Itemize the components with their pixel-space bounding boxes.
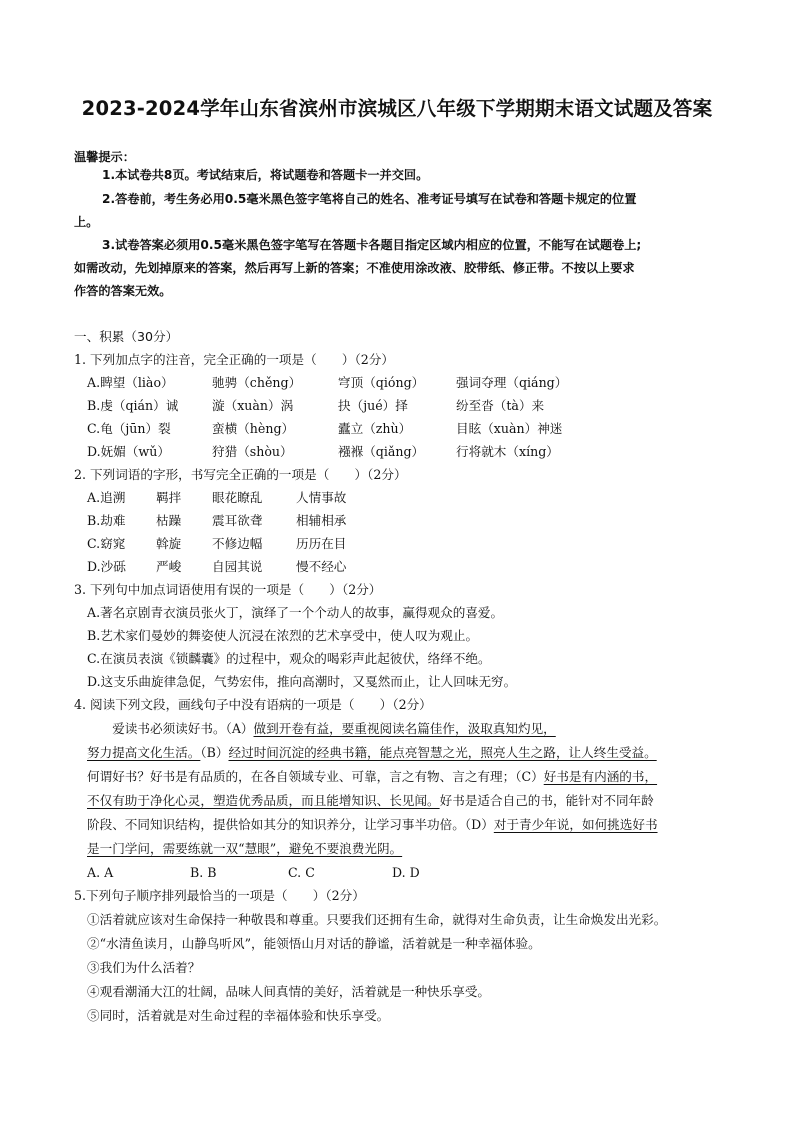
q2-option: 羁拌 [156, 490, 182, 505]
q2-option: 相辅相承 [296, 513, 347, 528]
q4-option: C. C [288, 865, 315, 880]
question-stem: 1. 下列加点字的注音，完全正确的一项是（ ）（2分） [74, 352, 394, 367]
q2-option: A.追溯 [87, 490, 126, 505]
q2-option: 慢不经心 [296, 559, 347, 574]
q3-option: C.在演员表演《锁麟囊》的过程中，观众的喝彩声此起彼伏，络绎不绝。 [87, 651, 491, 666]
passage-text: （B） [200, 745, 229, 760]
passage-line [87, 792, 654, 810]
q4-option: A. A [87, 865, 114, 880]
passage-text: 阶段、不同知识结构，提供恰如其分的知识养分，让学习事半功倍。（D） [87, 817, 494, 832]
q4-option: B. B [190, 865, 217, 880]
underlined-sentence: 是一门学问，需要练就一双“慧眼”，避免不要浪费光阴。 [87, 841, 403, 856]
notice-item: 3.试卷答案必须用0.5毫米黑色签字笔写在答题卡各题目指定区域内相应的位置，不能写在试题卷上; [102, 238, 642, 252]
q1-option: 纷至沓（tà）来 [456, 398, 545, 413]
q1-option: 目眩（xuàn）神迷 [456, 421, 563, 436]
passage-line [87, 840, 402, 858]
q5-sentence: ②“水清鱼读月，山静鸟听风”，能领悟山月对话的静谧，活着就是一种幸福体验。 [87, 936, 541, 951]
q1-option: C.龟（jūn）裂 [87, 421, 171, 436]
q1-option: 狩猎（shòu） [212, 444, 293, 459]
q1-option: 蠹立（zhù） [338, 421, 412, 436]
q2-option: 震耳欲聋 [212, 513, 263, 528]
q1-option: 襁褓（qiǎng） [338, 444, 425, 459]
document-title: 2023-2024学年山东省滨州市滨城区八年级下学期期末语文试题及答案 [81, 97, 713, 120]
question-stem: 3. 下列句中加点词语使用有误的一项是（ ）（2分） [74, 582, 382, 597]
q5-sentence: ③我们为什么活着？ [87, 960, 201, 975]
q1-option: 漩（xuàn）涡 [212, 398, 294, 413]
q2-option: 严峻 [156, 559, 182, 574]
q5-sentence: ①活着就应该对生命保持一种敬畏和尊重。只要我们还拥有生命，就得对生命负责，让生命焕发出光彩。 [87, 912, 667, 927]
q2-option: 枯躁 [156, 513, 182, 528]
q1-option: 强词夺理（qiáng） [456, 375, 568, 390]
question-stem: 4. 阅读下列文段，画线句子中没有语病的一项是（ ）（2分） [74, 697, 432, 712]
passage-text: 何谓好书？好书是有品质的，在各自领域专业、可靠，言之有物、言之有理；（C） [87, 769, 544, 784]
notice-item: 2.答卷前，考生务必用0.5毫米黑色签字笔将自己的姓名、准考证号填写在试卷和答题卡规定的位置 [102, 192, 637, 206]
q4-option: D. D [392, 865, 420, 880]
q2-option: 自园其说 [212, 559, 263, 574]
passage-line [87, 744, 657, 762]
passage-line [87, 768, 657, 786]
q5-sentence: ⑤同时，活着就是对生命过程的幸福体验和快乐享受。 [87, 1008, 390, 1023]
q2-option: D.沙砾 [87, 559, 126, 574]
notice-item: 作答的答案无效。 [74, 284, 172, 298]
q1-option: 驰骋（chěng） [212, 375, 302, 390]
q2-option: 人情事故 [296, 490, 347, 505]
q3-option: D.这支乐曲旋律急促，气势宏伟，推向高潮时，又戛然而止，让人回味无穷。 [87, 674, 517, 689]
underlined-sentence: 对于青少年说，如何挑选好书 [493, 817, 658, 832]
notice-item: 如需改动，先划掉原来的答案，然后再写上新的答案；不准使用涂改液、胶带纸、修正带。不按以上要求 [74, 261, 635, 275]
passage-line [87, 816, 658, 834]
q1-option: A.睥望（liào） [87, 375, 174, 390]
q1-option: B.虔（qián）诚 [87, 398, 179, 413]
q2-option: B.劫难 [87, 513, 126, 528]
q2-option: 斡旋 [156, 536, 182, 551]
underlined-sentence: 好书是有内涵的书， [543, 769, 658, 784]
notice-heading: 温馨提示： [74, 150, 135, 164]
q2-option: 历历在目 [296, 536, 347, 551]
passage-text: 好书是适合自己的书，能针对不同年龄 [439, 793, 654, 808]
underlined-sentence: 经过时间沉淀的经典书籍，能点亮智慧之光，照亮人生之路，让人终生受益。 [228, 745, 657, 760]
q1-option: D.妩媚（wǔ） [87, 444, 170, 459]
question-stem: 5.下列句子顺序排列最恰当的一项是（ ）（2分） [74, 888, 365, 903]
q1-option: 蛮横（hèng） [212, 421, 295, 436]
q5-sentence: ④观看潮涌大江的壮阔，品味人间真情的美好，活着就是一种快乐享受。 [87, 984, 490, 999]
passage-text: 爱读书必须读好书。（A） [87, 721, 254, 736]
q1-option: 抉（jué）择 [338, 398, 408, 413]
underlined-sentence: 不仅有助于净化心灵，塑造优秀品质，而且能增知识、长见闻。 [87, 793, 440, 808]
notice-item: 1.本试卷共8页。考试结束后，将试题卷和答题卡一并交回。 [102, 168, 429, 182]
q1-option: 行将就木（xíng） [456, 444, 559, 459]
underlined-sentence: 努力提高文化生活。 [87, 745, 201, 760]
question-stem: 2. 下列词语的字形，书写完全正确的一项是（ ）（2分） [74, 467, 407, 482]
q2-option: C.窈窕 [87, 536, 126, 551]
passage-line [87, 720, 556, 738]
q3-option: A.著名京剧青衣演员张火丁，演绎了一个个动人的故事，赢得观众的喜爱。 [87, 605, 504, 620]
q2-option: 眼花瞭乱 [212, 490, 263, 505]
notice-item: 上。 [74, 215, 99, 229]
underlined-sentence: 做到开卷有益，要重视阅读名篇佳作，汲取真知灼见， [253, 721, 556, 736]
section-heading: 一、积累（30分） [74, 329, 179, 344]
q1-option: 穹顶（qióng） [338, 375, 425, 390]
q2-option: 不修边幅 [212, 536, 263, 551]
q3-option: B.艺术家们曼妙的舞姿使人沉浸在浓烈的艺术享受中，使人叹为观止。 [87, 628, 479, 643]
